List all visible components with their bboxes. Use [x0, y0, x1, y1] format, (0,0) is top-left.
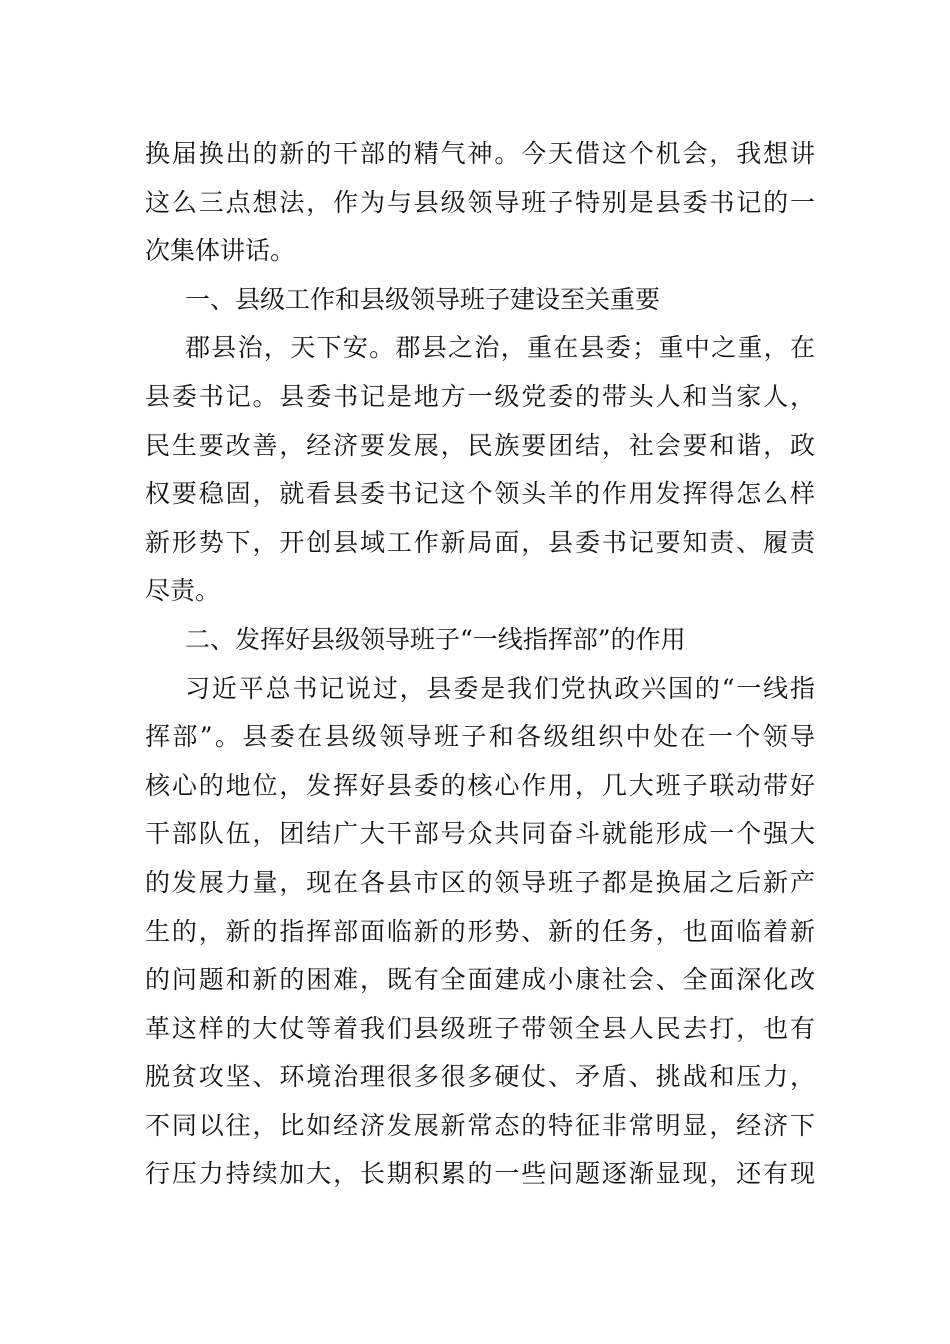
text-line: 次集体讲话。	[145, 236, 296, 266]
body-text	[145, 130, 815, 1199]
text-line: 的问题和新的困难，既有全面建成小康社会、全面深化改	[145, 965, 815, 995]
text-line: 县委书记。县委书记是地方一级党委的带头人和当家人，	[145, 381, 815, 411]
text-line: 尽责。	[145, 576, 221, 606]
text-line: 革这样的大仗等着我们县级班子带领全县人民去打，也有	[145, 1013, 815, 1043]
text-line: 行压力持续加大，长期积累的一些问题逐渐显现，还有现	[145, 1159, 815, 1189]
section-heading-2: 二、发挥好县级领导班子“一线指挥部”的作用	[185, 624, 686, 654]
text-line: 不同以往，比如经济发展新常态的特征非常明显，经济下	[145, 1110, 815, 1140]
text-line: 新形势下，开创县域工作新局面，县委书记要知责、履责	[145, 527, 815, 557]
text-line: 民生要改善，经济要发展，民族要团结，社会要和谐，政	[145, 430, 815, 460]
text-line: 这么三点想法，作为与县级领导班子特别是县委书记的一	[145, 187, 815, 217]
text-line: 的发展力量，现在各县市区的领导班子都是换届之后新产	[145, 867, 815, 897]
text-line: 挥部”。县委在县级领导班子和各级组织中处在一个领导	[145, 722, 815, 752]
text-line: 生的，新的指挥部面临新的形势、新的任务，也面临着新	[145, 916, 815, 946]
text-line: 权要稳固，就看县委书记这个领头羊的作用发挥得怎么样	[145, 479, 815, 509]
text-line: 干部队伍，团结广大干部号众共同奋斗就能形成一个强大	[145, 819, 815, 849]
text-line: 脱贫攻坚、环境治理很多很多硬仗、矛盾、挑战和压力，	[145, 1062, 815, 1092]
text-line: 郡县治，天下安。郡县之治，重在县委；重中之重，在	[185, 333, 815, 363]
text-line: 换届换出的新的干部的精气神。今天借这个机会，我想讲	[145, 139, 815, 168]
section-heading-1: 一、县级工作和县级领导班子建设至关重要	[185, 284, 661, 314]
text-line: 核心的地位，发挥好县委的核心作用，几大班子联动带好	[145, 770, 815, 800]
text-line: 习近平总书记说过，县委是我们党执政兴国的“一线指	[185, 673, 815, 703]
